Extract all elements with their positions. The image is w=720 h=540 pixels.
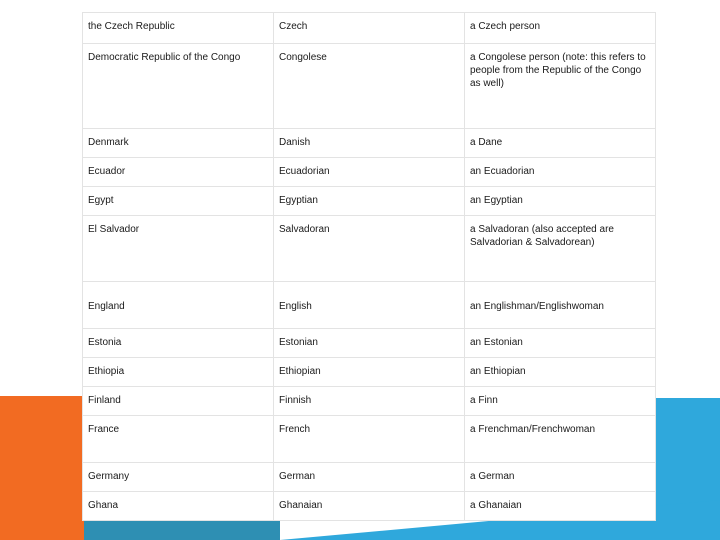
country-cell: Estonia xyxy=(83,329,274,358)
country-cell: the Czech Republic xyxy=(83,13,274,44)
table-row xyxy=(83,416,656,463)
person-cell: a Congolese person (note: this refers to people from the Republic of the Congo as well) xyxy=(465,44,656,129)
table-row xyxy=(83,13,656,44)
country-cell: Ghana xyxy=(83,492,274,521)
table-row xyxy=(83,282,656,329)
adjective-cell: Congolese xyxy=(274,44,465,129)
adjective-cell: Egyptian xyxy=(274,187,465,216)
nationality-table xyxy=(82,12,656,521)
adjective-cell: Ecuadorian xyxy=(274,158,465,187)
table-row xyxy=(83,358,656,387)
country-cell: Democratic Republic of the Congo xyxy=(83,44,274,129)
person-cell: an Englishman/Englishwoman xyxy=(465,282,656,329)
adjective-cell: English xyxy=(274,282,465,329)
person-cell: an Egyptian xyxy=(465,187,656,216)
adjective-cell: Ghanaian xyxy=(274,492,465,521)
country-cell: France xyxy=(83,416,274,463)
table-row xyxy=(83,129,656,158)
adjective-cell: Danish xyxy=(274,129,465,158)
country-cell: Finland xyxy=(83,387,274,416)
person-cell: an Ethiopian xyxy=(465,358,656,387)
table-row xyxy=(83,387,656,416)
country-cell: Germany xyxy=(83,463,274,492)
person-cell: an Ecuadorian xyxy=(465,158,656,187)
country-cell: El Salvador xyxy=(83,216,274,282)
person-cell: a Ghanaian xyxy=(465,492,656,521)
adjective-cell: Estonian xyxy=(274,329,465,358)
table-row xyxy=(83,158,656,187)
table-row xyxy=(83,329,656,358)
country-cell: Ecuador xyxy=(83,158,274,187)
adjective-cell: French xyxy=(274,416,465,463)
country-cell: England xyxy=(83,282,274,329)
person-cell: a Finn xyxy=(465,387,656,416)
country-cell: Denmark xyxy=(83,129,274,158)
adjective-cell: Finnish xyxy=(274,387,465,416)
person-cell: a Frenchman/Frenchwoman xyxy=(465,416,656,463)
person-cell: a Salvadoran (also accepted are Salvadorian & Salvadorean) xyxy=(465,216,656,282)
table-row xyxy=(83,44,656,129)
country-cell: Egypt xyxy=(83,187,274,216)
adjective-cell: Salvadoran xyxy=(274,216,465,282)
adjective-cell: German xyxy=(274,463,465,492)
person-cell: a Czech person xyxy=(465,13,656,44)
adjective-cell: Ethiopian xyxy=(274,358,465,387)
adjective-cell: Czech xyxy=(274,13,465,44)
table-row xyxy=(83,216,656,282)
person-cell: an Estonian xyxy=(465,329,656,358)
person-cell: a Dane xyxy=(465,129,656,158)
country-cell: Ethiopia xyxy=(83,358,274,387)
orange-accent-block xyxy=(0,396,84,540)
table-row xyxy=(83,187,656,216)
table-row xyxy=(83,463,656,492)
table-row xyxy=(83,492,656,521)
person-cell: a German xyxy=(465,463,656,492)
